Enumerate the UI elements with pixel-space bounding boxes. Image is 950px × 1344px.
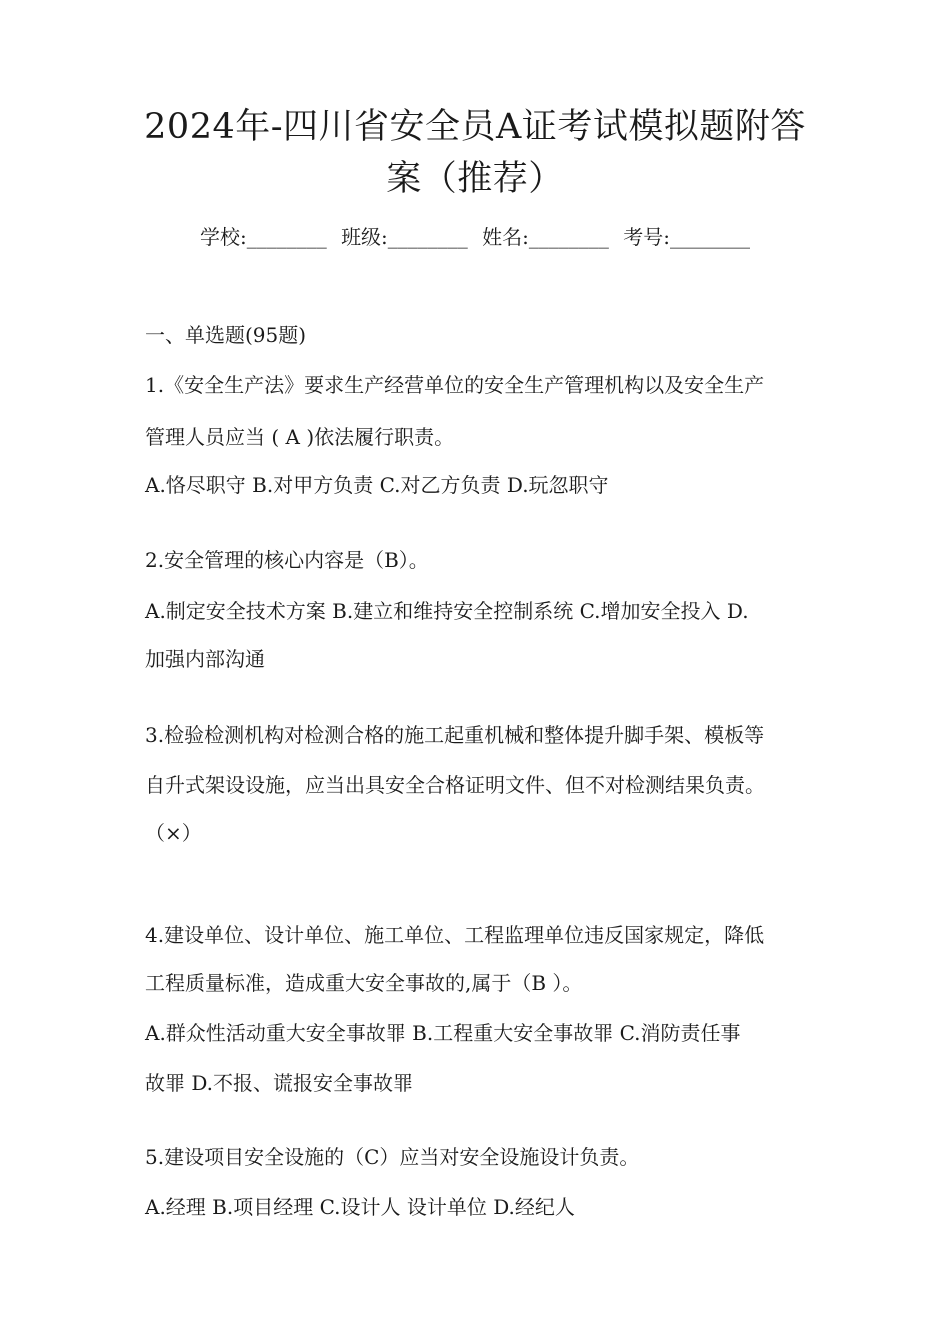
document-title-line-1: 2024年-四川省安全员A证考试模拟题附答 [144, 107, 806, 147]
exam-number-field: 考号:________ [623, 225, 751, 249]
section-heading: 一、单选题(95题) [145, 323, 307, 347]
question-5-text: 5.建设项目安全设施的（C）应当对安全设施设计负责。 [145, 1145, 640, 1169]
question-4-text-line-1: 4.建设单位、设计单位、施工单位、工程监理单位违反国家规定，降低 [145, 923, 765, 947]
question-4-text-line-2: 工程质量标准，造成重大安全事故的,属于（B ）。 [145, 971, 583, 995]
question-4-options-line-2: 故罪 D.不报、谎报安全事故罪 [145, 1071, 414, 1095]
class-field: 班级:________ [341, 225, 468, 249]
question-3-text-line-1: 3.检验检测机构对检测合格的施工起重机械和整体提升脚手架、模板等 [145, 723, 765, 747]
question-3-answer: （×） [145, 821, 202, 845]
question-1-options: A.恪尽职守 B.对甲方负责 C.对乙方负责 D.玩忽职守 [145, 473, 609, 497]
name-field: 姓名:________ [482, 225, 609, 249]
question-2-options-line-1: A.制定安全技术方案 B.建立和维持安全控制系统 C.增加安全投入 D. [145, 599, 749, 623]
question-1-text-line-1: 1.《安全生产法》要求生产经营单位的安全生产管理机构以及安全生产 [145, 373, 765, 397]
question-4-options-line-1: A.群众性活动重大安全事故罪 B.工程重大安全事故罪 C.消防责任事 [145, 1021, 741, 1045]
question-2-text: 2.安全管理的核心内容是（B）。 [145, 548, 429, 572]
question-1-text-line-2: 管理人员应当 ( A )依法履行职责。 [145, 425, 455, 449]
question-2-options-line-2: 加强内部沟通 [145, 647, 265, 671]
question-3-text-line-2: 自升式架设设施，应当出具安全合格证明文件、但不对检测结果负责。 [145, 773, 765, 797]
question-5-options: A.经理 B.项目经理 C.设计人 设计单位 D.经纪人 [145, 1195, 575, 1219]
student-info-row [0, 222, 950, 252]
school-field: 学校:________ [199, 225, 327, 249]
document-title-line-2: 案（推荐） [386, 159, 564, 199]
